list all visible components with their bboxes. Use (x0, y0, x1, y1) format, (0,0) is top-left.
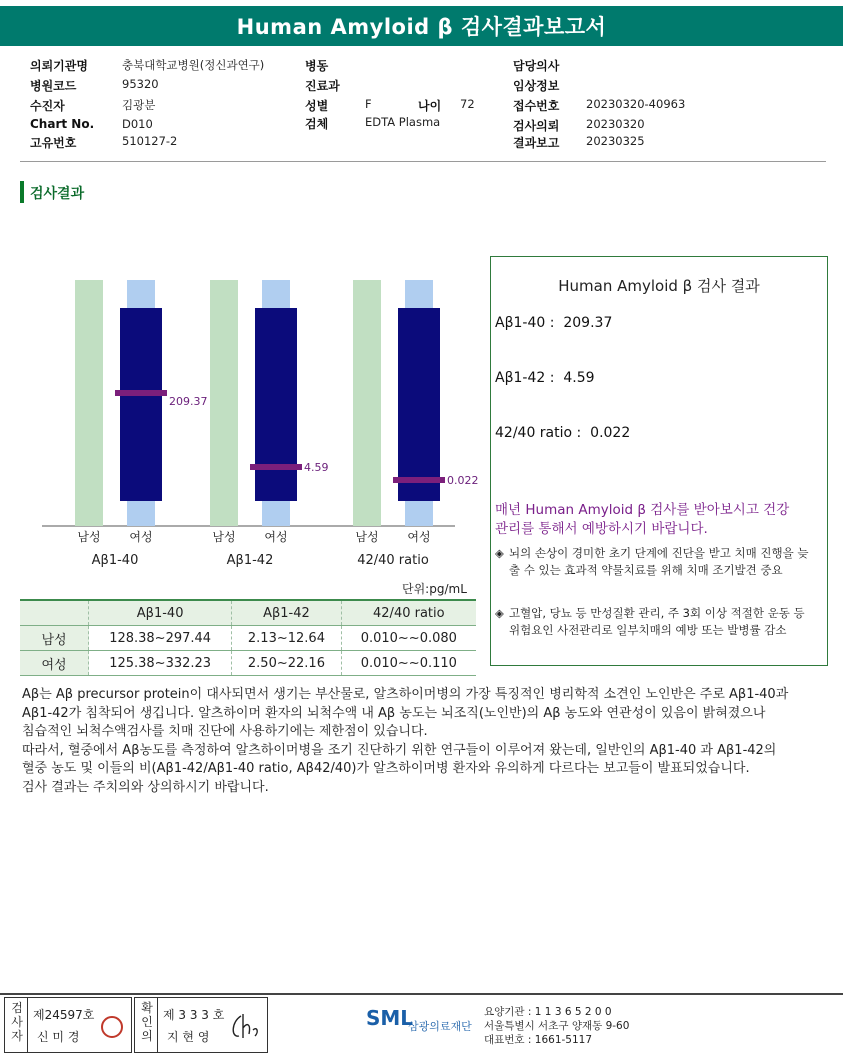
ward-label: 병동 (305, 59, 329, 73)
male-tick-label: 남성 (355, 530, 379, 544)
specimen-label: 검체 (305, 117, 329, 131)
referring-institution-label: 의뢰기관명 (30, 59, 88, 73)
chart-no-label: Chart No. (30, 117, 95, 131)
referring-institution-value: 충북대학교병원(정신과연구) (122, 58, 265, 72)
normal-range-band (398, 308, 440, 501)
section-marker (20, 181, 24, 203)
patient-value-marker (250, 464, 302, 470)
section-title: 검사결과 (30, 186, 85, 202)
age-value: 72 (460, 97, 475, 111)
normal-range-band (120, 308, 162, 501)
table-cell: 128.38~297.44 (89, 626, 232, 651)
table-header-ab42: Aβ1-42 (232, 600, 341, 626)
institution-address: 서울특별시 서초구 양재동 9-60 (484, 1020, 630, 1032)
description-line: Aβ1-42가 침착되어 생깁니다. 알츠하이머 환자의 뇌척수액 내 Aβ 농도는 뇌조직(노인반)의 Aβ 농도와 연관성이 있음이 밝혀졌으나 (22, 705, 766, 721)
sex-value: F (365, 97, 372, 111)
table-row-label-male: 남성 (20, 626, 89, 651)
table-row (20, 626, 476, 651)
examiner-license: 제24597호 (33, 1008, 95, 1022)
result-summary-box (490, 256, 828, 666)
confirming-physician-box (134, 997, 268, 1053)
promo-line: 매년 Human Amyloid β 검사를 받아보시고 건강 (495, 502, 790, 518)
result-ab42-value: 4.59 (563, 370, 595, 386)
sex-label: 성별 (305, 99, 329, 113)
description-line: 검사 결과는 주치의와 상의하시기 바랍니다. (22, 779, 269, 795)
female-tick-label: 여성 (129, 530, 153, 544)
table-header-ab40: Aβ1-40 (89, 600, 232, 626)
bullet-text: 고혈압, 당뇨 등 만성질환 관리, 주 3회 이상 적절한 운동 등 (509, 606, 805, 620)
bullet-text: 출 수 있는 효과적 약물치료를 위해 치매 조기발견 중요 (509, 563, 783, 577)
unique-id-value: 510127-2 (122, 134, 178, 148)
confirmer-name: 지 현 영 (167, 1030, 210, 1044)
result-ab40-label: Aβ1-40 : (495, 315, 555, 331)
normal-range-band (255, 308, 297, 501)
unit-label: 단위:pg/mL (402, 582, 467, 596)
bullet-item (495, 545, 823, 579)
description-line: 침습적인 뇌척수액검사를 치매 진단에 사용하기에는 제한점이 있습니다. (22, 724, 428, 739)
description-line: 따라서, 혈중에서 Aβ농도를 측정하여 알츠하이머병을 조기 진단하기 위한 연구들이 이루어져 왔는데, 일반인의 Aβ1-40 과 Aβ1-42의 (22, 742, 777, 758)
hospital-code-value: 95320 (122, 77, 159, 91)
institution-phone: 대표번호 : 1661-5117 (484, 1034, 593, 1046)
unique-id-label: 고유번호 (30, 136, 77, 150)
request-date-label: 검사의뢰 (513, 119, 560, 133)
patient-value-label: 209.37 (169, 395, 208, 408)
result-ab40-value: 209.37 (563, 315, 613, 331)
chart-no-value: D010 (122, 117, 153, 131)
male-reference-bar (210, 280, 238, 526)
box-divider (27, 998, 28, 1052)
diamond-bullet-icon: ◈ (495, 546, 504, 560)
confirmer-label (137, 1001, 157, 1043)
patient-name-label: 수진자 (30, 99, 65, 113)
seal-stamp-icon (101, 1016, 123, 1038)
reference-range-table (20, 599, 476, 676)
result-ratio (495, 425, 630, 441)
bullet-item (495, 605, 823, 639)
diamond-bullet-icon: ◈ (495, 606, 504, 620)
result-ab40 (495, 315, 612, 331)
group-label: Aβ1-40 (91, 553, 139, 568)
table-header-ratio: 42/40 ratio (341, 600, 476, 626)
sml-org-name: 삼광의료재단 (408, 1020, 472, 1033)
result-ab42 (495, 370, 595, 386)
report-date-label: 결과보고 (513, 136, 560, 150)
specimen-value: EDTA Plasma (365, 115, 441, 129)
result-range-chart (0, 230, 490, 610)
physician-label: 담당의사 (513, 59, 560, 73)
table-cell: 2.50~22.16 (232, 651, 341, 676)
promo-message (495, 501, 820, 539)
examiner-signature-box (4, 997, 132, 1053)
patient-value-label: 0.022 (447, 474, 479, 487)
accession-label: 접수번호 (513, 99, 560, 113)
bullet-text: 위험요인 사전관리로 일부치매의 예방 또는 발병률 감소 (509, 623, 787, 637)
male-reference-bar (75, 280, 103, 526)
examiner-name: 신 미 경 (37, 1030, 80, 1044)
patient-value-marker (115, 390, 167, 396)
group-label: Aβ1-42 (226, 553, 274, 568)
result-ratio-label: 42/40 ratio : (495, 425, 582, 441)
institution-code: 요양기관 : 1 1 3 6 5 2 0 0 (484, 1006, 612, 1018)
box-divider (157, 998, 158, 1052)
female-tick-label: 여성 (264, 530, 288, 544)
result-ratio-value: 0.022 (590, 425, 631, 441)
bullet-text: 뇌의 손상이 경미한 초기 단계에 진단을 받고 치매 진행을 늦 (509, 546, 809, 560)
description-line: 혈중 농도 및 이들의 비(Aβ1-42/Aβ1-40 ratio, Aβ42/40)가 알츠하이머병 환자와 유의하게 다르다는 보고들이 발표되었습니다. (22, 761, 750, 776)
hospital-code-label: 병원코드 (30, 79, 77, 93)
examiner-label-text: 검사자 (11, 1001, 23, 1043)
request-date-value: 20230320 (586, 117, 645, 131)
male-reference-bar (353, 280, 381, 526)
table-cell: 0.010~~0.110 (341, 651, 476, 676)
group-label: 42/40 ratio (357, 553, 429, 568)
header-divider (20, 161, 826, 162)
male-tick-label: 남성 (77, 530, 101, 544)
clinical-info-label: 임상정보 (513, 79, 560, 93)
table-row-label-female: 여성 (20, 651, 89, 676)
table-cell: 2.13~12.64 (232, 626, 341, 651)
report-date-value: 20230325 (586, 134, 645, 148)
patient-value-label: 4.59 (304, 461, 329, 474)
promo-line: 관리를 통해서 예방하시기 바랍니다. (495, 521, 708, 537)
accession-value: 20230320-40963 (586, 97, 686, 111)
confirmer-label-text: 확인의 (141, 1001, 153, 1043)
description-text (22, 686, 822, 797)
patient-name-value: 김광분 (122, 98, 156, 112)
table-cell: 125.38~332.23 (89, 651, 232, 676)
table-header-row (20, 600, 476, 626)
confirmer-license: 제 3 3 3 호 (163, 1008, 225, 1022)
patient-value-marker (393, 477, 445, 483)
sml-logo: SML (366, 1006, 414, 1030)
department-label: 진료과 (305, 79, 340, 93)
examiner-label (7, 1001, 27, 1043)
age-label: 나이 (418, 99, 442, 113)
table-row (20, 651, 476, 676)
result-box-title: Human Amyloid β 검사 결과 (558, 277, 760, 295)
description-line: Aβ는 Aβ precursor protein이 대사되면서 생기는 부산물로, 알츠하이머병의 가장 특징적인 병리학적 소견인 노인반은 주로 Aβ1-40과 (22, 687, 789, 702)
signature-icon (227, 1008, 263, 1044)
female-tick-label: 여성 (407, 530, 431, 544)
footer-divider (0, 993, 843, 995)
table-cell: 0.010~~0.080 (341, 626, 476, 651)
result-ab42-label: Aβ1-42 : (495, 370, 555, 386)
table-header-empty (20, 600, 89, 626)
male-tick-label: 남성 (212, 530, 236, 544)
report-title: Human Amyloid β 검사결과보고서 (0, 6, 843, 46)
